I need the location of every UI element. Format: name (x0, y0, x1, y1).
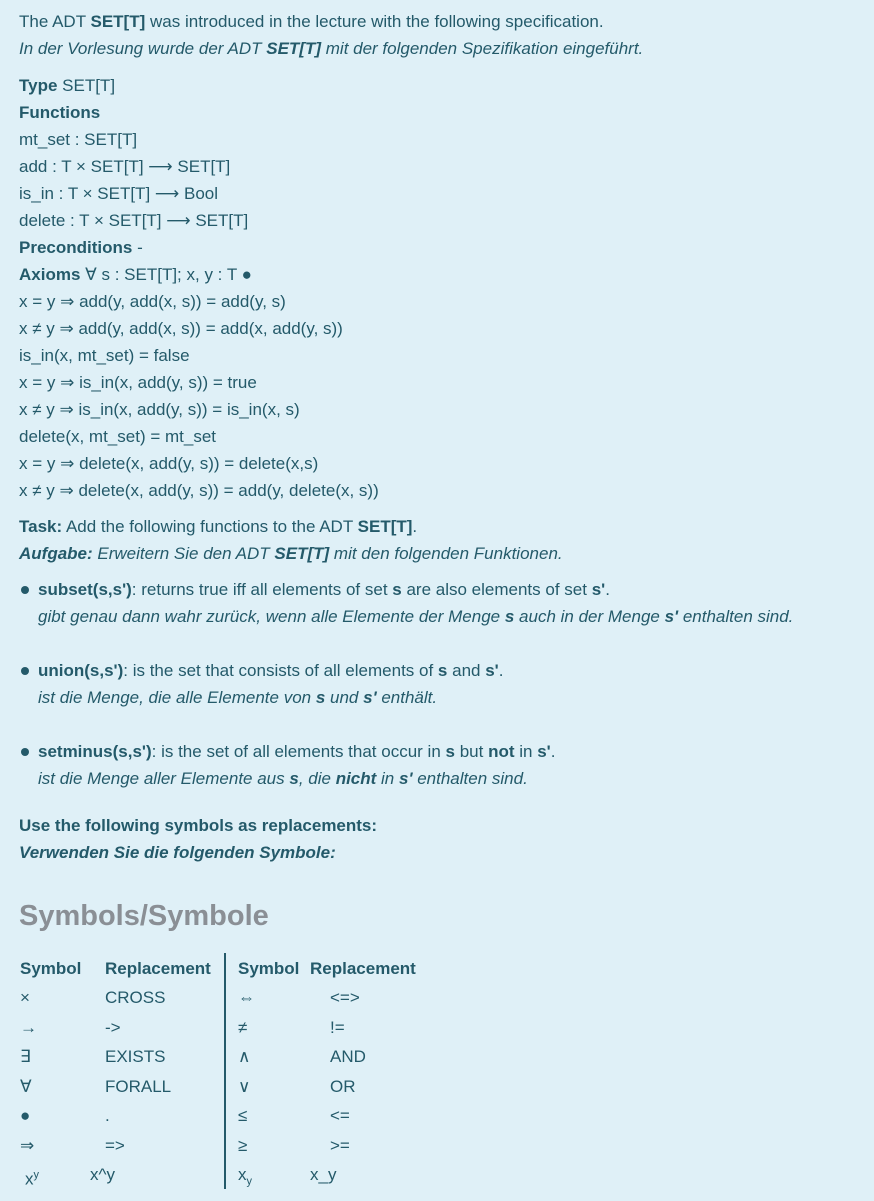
spec-function: delete : T × SET[T] ⟶ SET[T] (19, 211, 249, 230)
symbol-cell: × (20, 988, 30, 1007)
replacement-cell: >= (330, 1136, 350, 1155)
symbol-cell: ≠ (238, 1018, 248, 1037)
spec-function: is_in : T × SET[T] ⟶ Bool (19, 184, 219, 203)
union-de: ist die Menge, die alle Elemente von s und s' enthält. (38, 688, 438, 707)
col-header-replacement: Replacement (105, 959, 211, 978)
spec-axiom: x ≠ y ⇒ is_in(x, add(y, s)) = is_in(x, s) (19, 400, 300, 419)
spec-functions-label: Functions (19, 103, 101, 122)
replacement-cell: != (330, 1018, 345, 1037)
use-symbols-de: Verwenden Sie die folgenden Symbole: (19, 843, 336, 862)
symbol-cell: → (20, 1018, 37, 1037)
replacement-cell: EXISTS (105, 1047, 166, 1066)
replacement-cell: -> (105, 1018, 121, 1037)
symbol-cell: ∧ (238, 1047, 251, 1066)
task-en: Task: Add the following functions to the ADT SET[T]. (19, 517, 418, 536)
spec-axiom: x = y ⇒ delete(x, add(y, s)) = delete(x,s) (19, 454, 319, 473)
spec-axiom: x = y ⇒ is_in(x, add(y, s)) = true (19, 373, 257, 392)
spec-axiom: delete(x, mt_set) = mt_set (19, 427, 216, 446)
symbol-cell: ∨ (238, 1077, 251, 1096)
setminus-en: setminus(s,s'): is the set of all elements that occur in s but not in s'. (38, 742, 556, 761)
symbol-cell: ⇒ (20, 1136, 35, 1155)
symbol-cell: ≥ (238, 1136, 248, 1155)
symbol-cell: $x_y$ (238, 1165, 252, 1188)
replacement-cell: <=> (330, 988, 360, 1007)
spec-type: Type SET[T] (19, 76, 116, 95)
spec-axiom: x ≠ y ⇒ delete(x, add(y, s)) = add(y, delete(x, s)) (19, 481, 379, 500)
spec-axiom: is_in(x, mt_set) = false (19, 346, 190, 365)
col-header-symbol: Symbol (20, 959, 82, 978)
replacement-cell: CROSS (105, 988, 166, 1007)
symbol-cell: ∃ (20, 1047, 31, 1066)
subset-de: gibt genau dann wahr zurück, wenn alle Elemente der Menge s auch in der Menge s' enthalten sind. (38, 607, 794, 626)
replacement-cell: FORALL (105, 1077, 172, 1096)
spec-preconditions: Preconditions - (19, 238, 143, 257)
intro-en: The ADT SET[T] was introduced in the lecture with the following specification. (19, 12, 604, 31)
replacement-cell: OR (330, 1077, 356, 1096)
spec-axiom: x = y ⇒ add(y, add(x, s)) = add(y, s) (19, 292, 286, 311)
replacement-cell: AND (330, 1047, 366, 1066)
replacement-cell: x_y (310, 1165, 337, 1184)
setminus-de: ist die Menge aller Elemente aus s, die nicht in s' enthalten sind. (38, 769, 528, 788)
bullet-icon (21, 586, 29, 594)
replacement-cell: <= (330, 1106, 350, 1125)
symbols-heading: Symbols/Symbole (19, 900, 269, 932)
bullet-icon (21, 748, 29, 756)
replacement-cell: => (105, 1136, 125, 1155)
replacement-cell: x^y (90, 1165, 115, 1184)
union-en: union(s,s'): is the set that consists of all elements of s and s'. (38, 661, 504, 680)
replacement-cell: . (105, 1106, 110, 1125)
col-header-symbol: Symbol (238, 959, 300, 978)
symbol-cell: ≤ (238, 1106, 248, 1125)
table-divider (224, 953, 226, 1189)
task-de: Aufgabe: Erweitern Sie den ADT SET[T] mit den folgenden Funktionen. (19, 544, 563, 563)
spec-function: add : T × SET[T] ⟶ SET[T] (19, 157, 231, 176)
spec-axiom: x ≠ y ⇒ add(y, add(x, s)) = add(x, add(y, s)) (19, 319, 343, 338)
bullet-icon (21, 667, 29, 675)
spec-axioms-header: Axioms ∀ s : SET[T]; x, y : T ● (19, 265, 252, 284)
symbol-cell: ⇔ (238, 988, 255, 1007)
symbol-cell: ● (20, 1106, 31, 1125)
subset-en: subset(s,s'): returns true iff all elements of set s are also elements of set s'. (38, 580, 610, 599)
intro-de: In der Vorlesung wurde der ADT SET[T] mit der folgenden Spezifikation eingeführt. (19, 39, 644, 58)
symbol-cell: $x^y$ (25, 1169, 39, 1189)
spec-function: mt_set : SET[T] (19, 130, 138, 149)
use-symbols-en: Use the following symbols as replacements: (19, 816, 378, 835)
symbol-cell: ∀ (20, 1077, 32, 1096)
col-header-replacement: Replacement (310, 959, 416, 978)
